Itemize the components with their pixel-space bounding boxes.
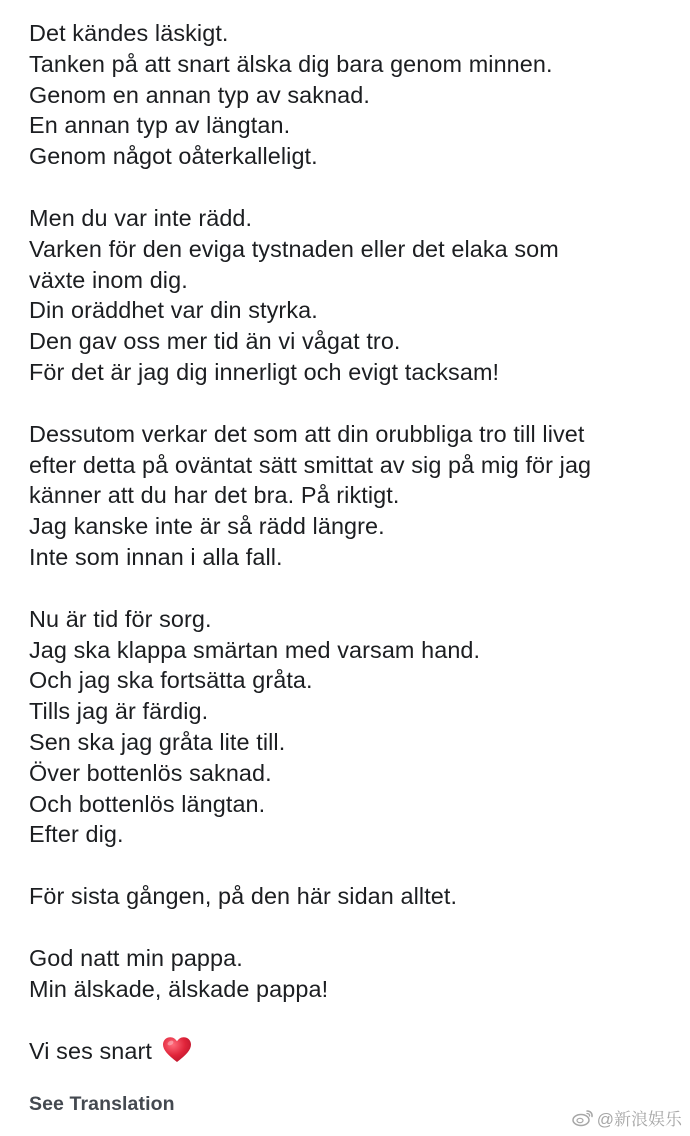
stanza-4 (29, 604, 669, 850)
post-line: Varken för den eviga tystnaden eller det elaka som (29, 235, 559, 262)
stanza-gap (29, 573, 669, 604)
post-line: God natt min pappa. (29, 944, 243, 971)
post-line: Nu är tid för sorg. (29, 605, 212, 632)
post-line: efter detta på oväntat sätt smittat av sig på mig för jag (29, 451, 592, 478)
see-translation-link[interactable]: See Translation (29, 1093, 175, 1115)
stanza-gap (29, 172, 669, 203)
post-text (29, 18, 669, 1066)
stanza-gap (29, 1005, 669, 1036)
stanza-6 (29, 943, 669, 1005)
post-line: Genom en annan typ av saknad. (29, 81, 370, 108)
post-line: känner att du har det bra. På riktigt. (29, 482, 400, 509)
post-line: Genom något oåterkalleligt. (29, 143, 318, 170)
post-line: Över bottenlös saknad. (29, 759, 272, 786)
stanza-3 (29, 419, 669, 573)
post-line: Jag ska klappa smärtan med varsam hand. (29, 636, 481, 663)
closing-text: Vi ses snart (29, 1037, 152, 1064)
watermark (572, 1105, 682, 1130)
post-line: Och jag ska fortsätta gråta. (29, 667, 313, 694)
stanza-2 (29, 203, 669, 388)
post-line: Din oräddhet var din styrka. (29, 297, 318, 324)
post-line: Dessutom verkar det som att din orubbliga tro till livet (29, 420, 585, 447)
closing-line (29, 1036, 669, 1067)
post-line: växte inom dig. (29, 266, 188, 293)
stanza-gap (29, 912, 669, 943)
post-line: Efter dig. (29, 821, 124, 848)
post-line: Det kändes läskigt. (29, 20, 229, 46)
post-line: För sista gången, på den här sidan alltet. (29, 883, 458, 910)
post-line: En annan typ av längtan. (29, 112, 291, 139)
heart-icon (162, 1036, 192, 1064)
post-line: Och bottenlös längtan. (29, 790, 266, 817)
stanza-gap (29, 850, 669, 881)
stanza-1 (29, 18, 669, 172)
stanza-gap (29, 388, 669, 419)
post-line: Sen ska jag gråta lite till. (29, 728, 286, 755)
stanza-5 (29, 881, 669, 912)
post-line: Tanken på att snart älska dig bara genom minnen. (29, 50, 553, 77)
post-line: Tills jag är färdig. (29, 698, 209, 725)
watermark-text: @新浪娱乐 (596, 1110, 682, 1129)
post-line: Jag kanske inte är så rädd längre. (29, 513, 385, 540)
post-line: För det är jag dig innerligt och evigt tacksam! (29, 358, 500, 385)
post-line: Inte som innan i alla fall. (29, 543, 283, 570)
post-line: Men du var inte rädd. (29, 204, 253, 231)
post-line: Min älskade, älskade pappa! (29, 975, 329, 1002)
weibo-logo-icon (572, 1109, 594, 1127)
post-line: Den gav oss mer tid än vi vågat tro. (29, 328, 401, 355)
